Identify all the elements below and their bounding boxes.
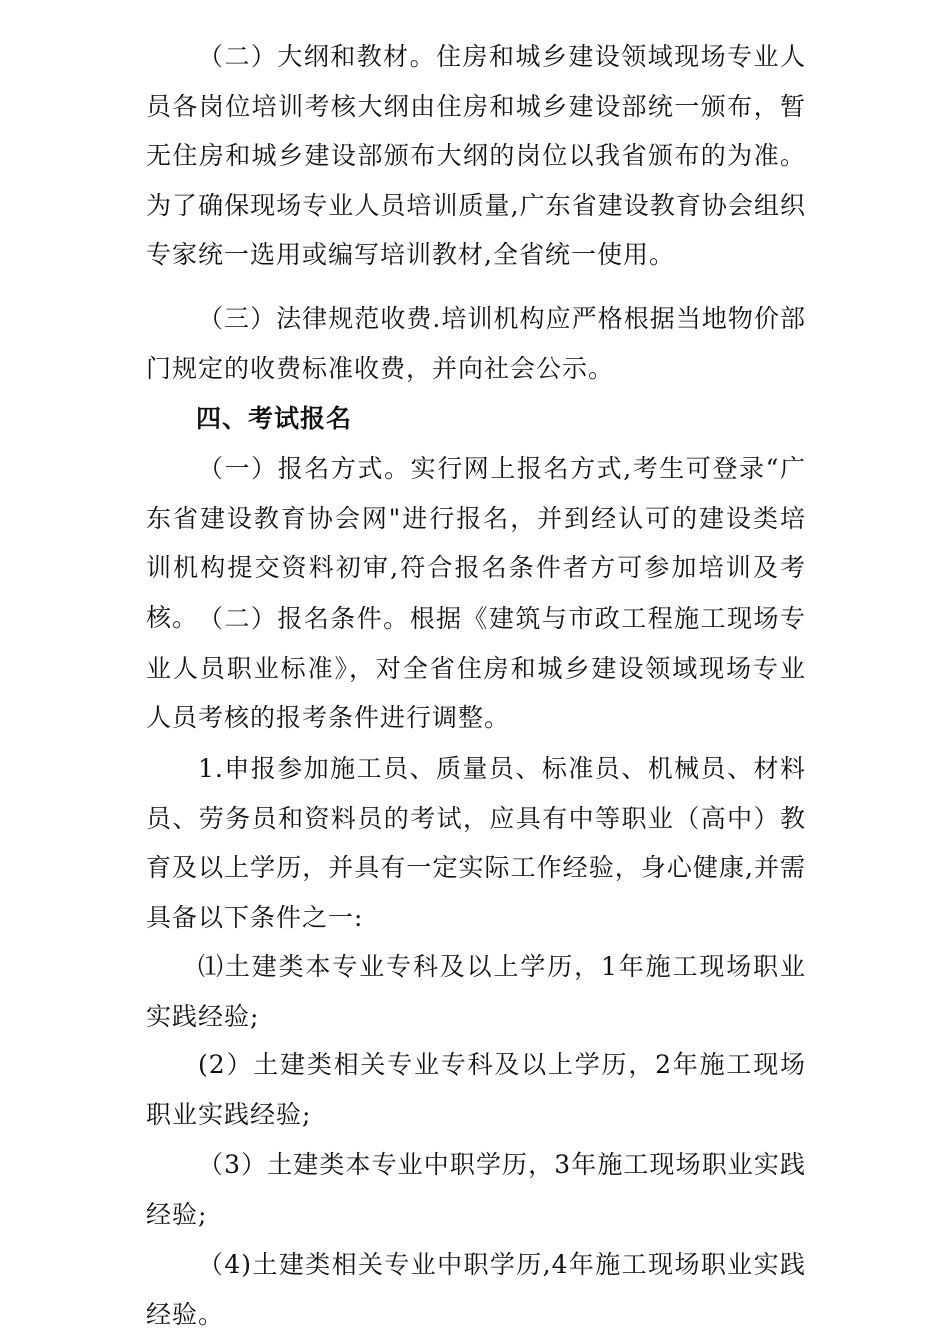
list-item-condition-1-1: ⑴土建类本专业专科及以上学历，1年施工现场职业实践经验;	[146, 952, 806, 1031]
paragraph-fees: （三）法律规范收费.培训机构应严格根据当地物价部门规定的收费标准收费，并向社会公示。	[146, 304, 806, 383]
paragraph-condition-1: 1.申报参加施工员、质量员、标准员、机械员、材料员、劳务员和资料员的考试，应具有中等职业（高中）教育及以上学历，并具有一定实际工作经验，身心健康,并需具备以下条件之一:	[146, 754, 806, 932]
list-item-condition-1-3: （3）土建类本专业中职学历，3年施工现场职业实践经验;	[146, 1150, 806, 1229]
paragraph-registration-conditions: （二）报名条件。根据《建筑与市政工程施工现场专业人员职业标准》，对全省住房和城乡建设领域现场专业人员考核的报考条件进行调整。	[146, 604, 806, 732]
list-item-condition-1-4: （4)土建类相关专业中职学历,4年施工现场职业实践经验。	[146, 1250, 806, 1329]
paragraph-registration-method: （一）报名方式。实行网上报名方式,考生可登录“广东省建设教育协会网"进行报名，并到经认可的建设类培训机构提交资料初审,符合报名条件者方可参加培训及考核。	[146, 454, 806, 632]
paragraph-outline-and-textbooks: （二）大纲和教材。住房和城乡建设领域现场专业人员各岗位培训考核大纲由住房和城乡建设部统一颁布，暂无住房和城乡建设部颁布大纲的岗位以我省颁布的为准。为了确保现场专业人员培训质量,广东省建设教育协会组织专家统一选用或编写培训教材,全省统一使用。	[146, 42, 806, 269]
section-heading-exam-registration: 四、考试报名	[196, 404, 353, 433]
list-item-condition-1-2: (2）土建类相关专业专科及以上学历，2年施工现场职业实践经验;	[146, 1050, 806, 1129]
